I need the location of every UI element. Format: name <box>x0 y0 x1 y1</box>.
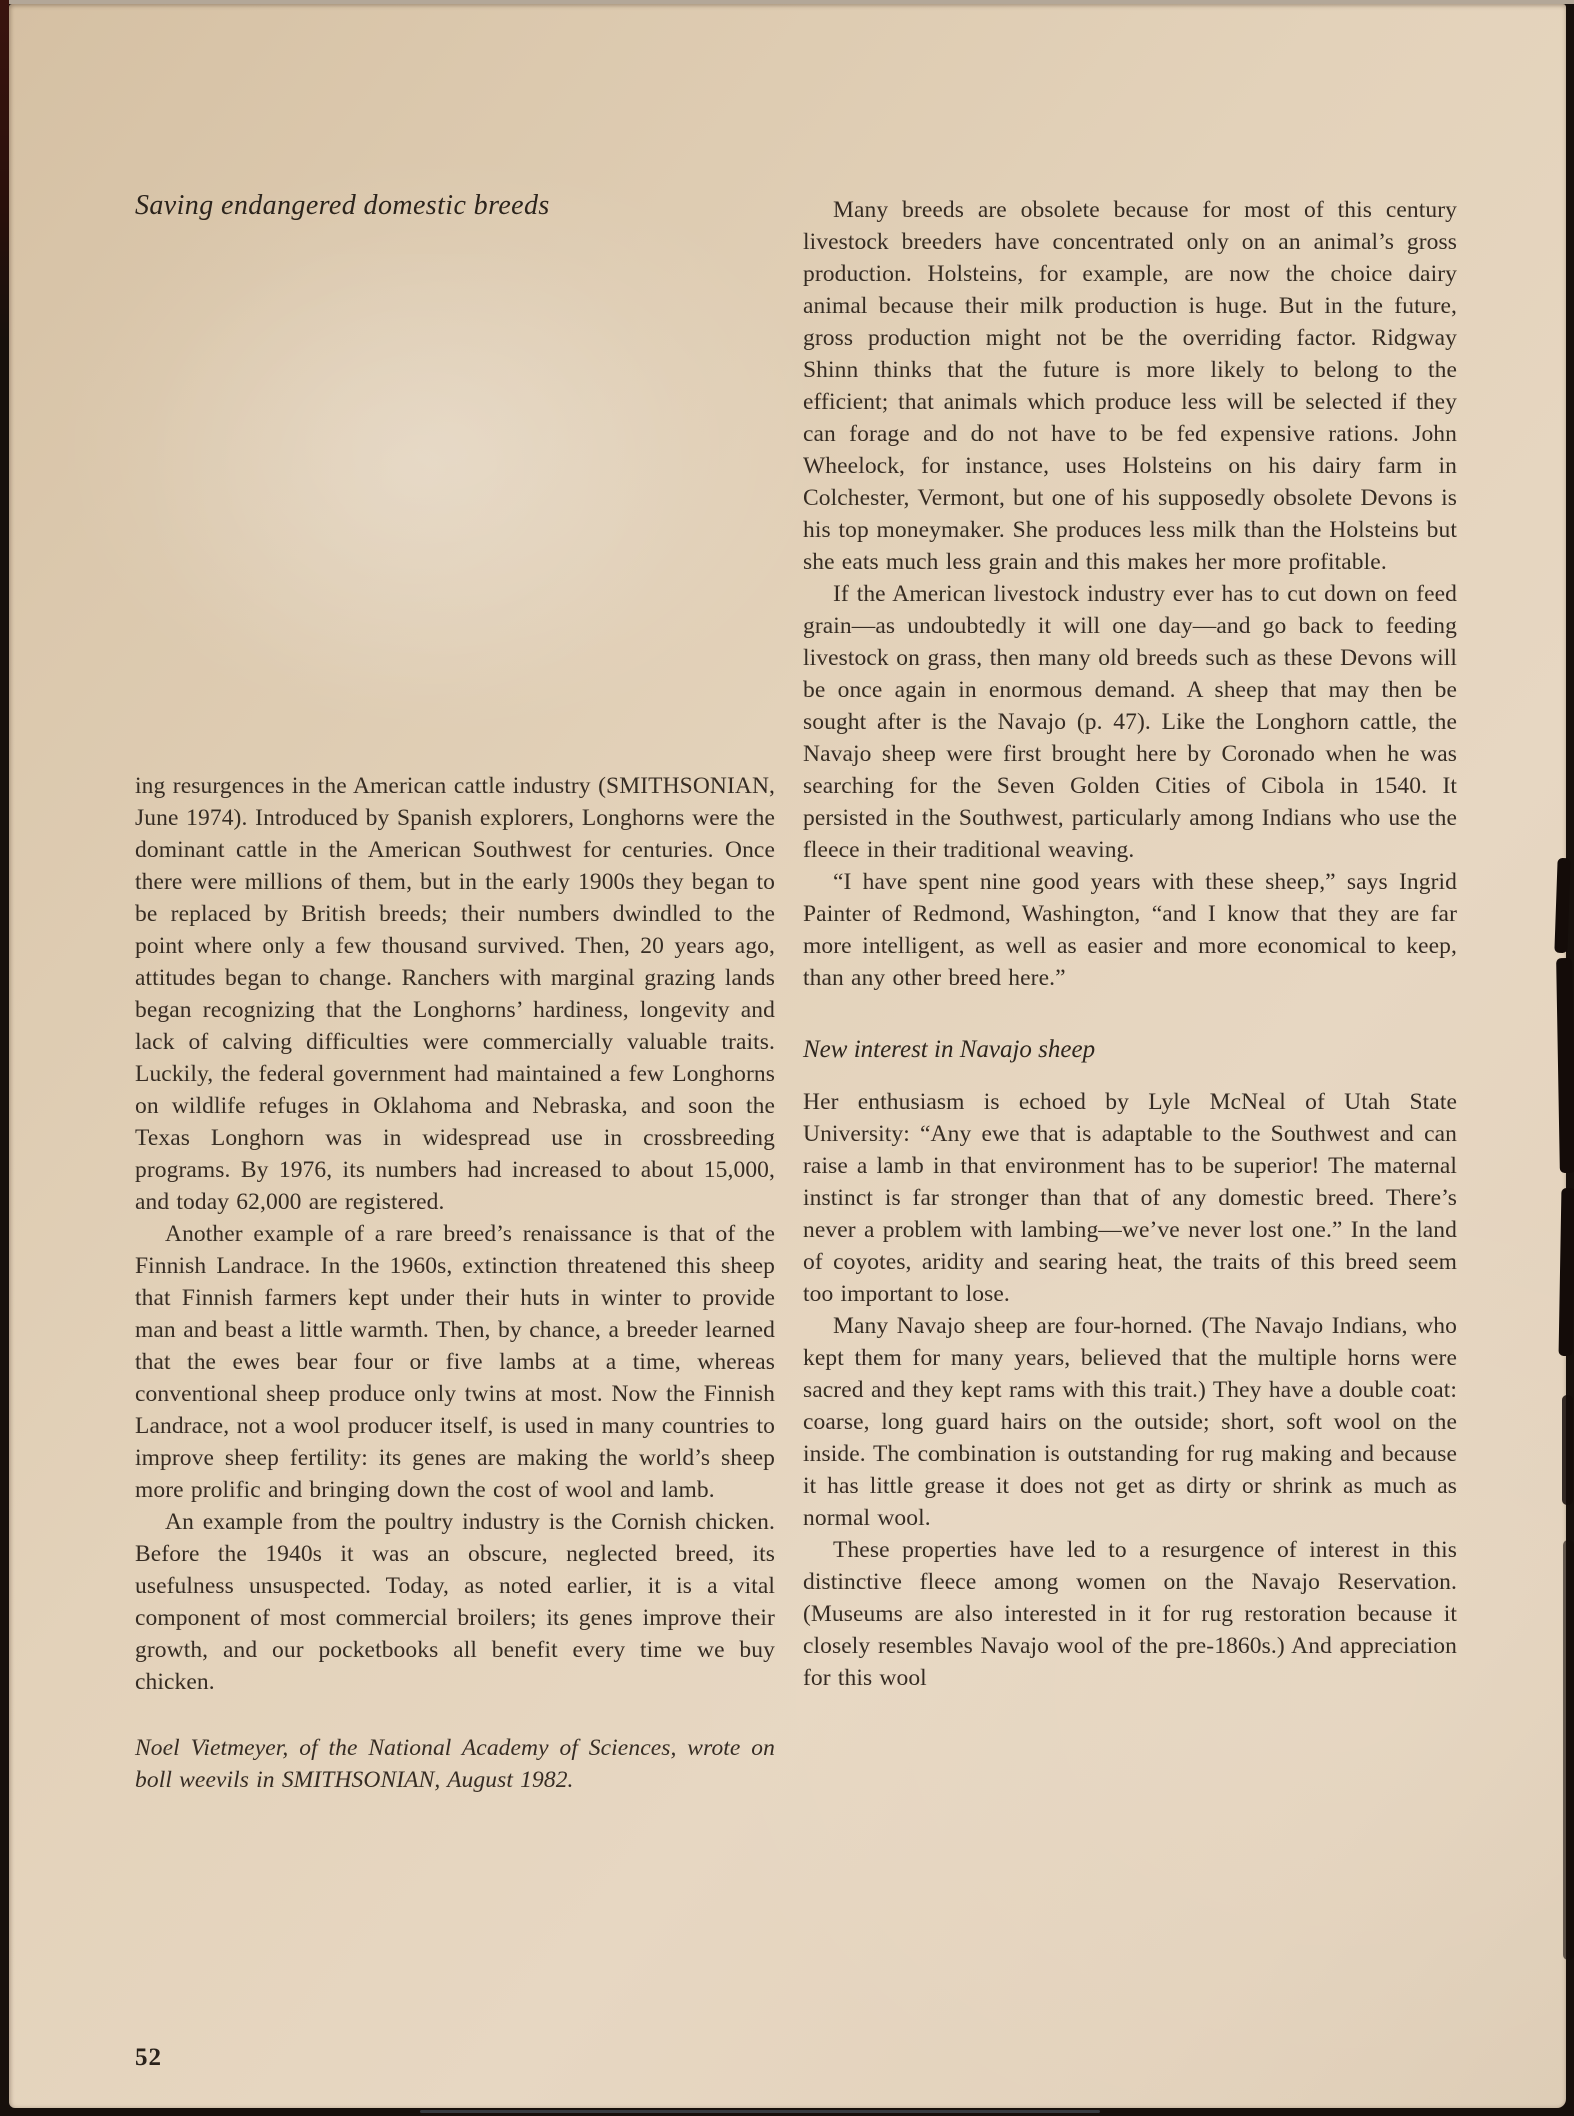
scan-bottom-edge-line <box>420 2110 1100 2113</box>
body-paragraph: An example from the poultry industry is the Cornish chicken. Before the 1940s it was an obscure, neglected breed, its usefulness unsuspected. Today, as noted earlier, it is a vital component of most commercial broilers; its genes improve their growth, and our pocketbooks all benefit every time we buy chicken. <box>135 1509 775 1695</box>
scan-right-edge-mark <box>1559 1188 1574 1356</box>
scan-right-edge-mark <box>1563 1540 1574 1960</box>
scan-right-edge-mark <box>1554 858 1570 953</box>
subsection-heading: New interest in Navajo sheep <box>803 1036 1096 1063</box>
body-paragraph: Many breeds are obsolete because for most of this century livestock breeders have concentrated only on an animal’s gross production. Holsteins, for example, are now the choice dairy animal because their milk production is huge. But in the future, gross production might not be the overriding factor. Ridgway Shinn thinks that the future is more likely to belong to the efficient; that animals which produce less will be selected if they can forage and do not have to be fed expensive rations. John Wheelock, for instance, uses Holsteins on his dairy farm in Colchester, Vermont, but one of his supposedly obsolete Devons is his top moneymaker. She produces less milk than the Holsteins but she eats much less grain and this makes her more profitable. <box>803 197 1457 575</box>
scan-right-edge-mark <box>1562 1395 1573 1505</box>
body-paragraph: Her enthusiasm is echoed by Lyle McNeal of Utah State University: “Any ewe that is adaptable to the Southwest and can raise a lamb in that environment has to be superior! The maternal instinct is far stronger than that of any domestic breed. There’s never a problem with lambing—we’ve never lost one.” In the land of coyotes, aridity and searing heat, the traits of this breed seem too important to lose. <box>803 1089 1457 1307</box>
right-column <box>803 194 1457 1694</box>
scan-right-edge-mark <box>1556 958 1574 1173</box>
page-number: 52 <box>135 2044 162 2071</box>
body-paragraph: These properties have led to a resurgence of interest in this distinctive fleece among women on the Navajo Reservation. (Museums are also interested in it for rug restoration because it closely resembles Navajo wool of the pre-1860s.) And appreciation for this wool <box>803 1537 1457 1691</box>
body-paragraph: ing resurgences in the American cattle industry (SMITHSONIAN, June 1974). Introduced by Spanish explorers, Longhorns were the dominant cattle in the American Southwest for centuries. Once there were millions of them, but in the early 1900s they began to be replaced by British breeds; their numbers dwindled to the point where only a few thousand survived. Then, 20 years ago, attitudes began to change. Ranchers with marginal grazing lands began recognizing that the Longhorns’ hardiness, longevity and lack of calving difficulties were commercially valuable traits. Luckily, the federal government had maintained a few Longhorns on wildlife refuges in Oklahoma and Nebraska, and soon the Texas Longhorn was in widespread use in crossbreeding programs. By 1976, its numbers had increased to about 15,000, and today 62,000 are registered. <box>135 773 775 1215</box>
scan-glare <box>109 254 729 734</box>
section-heading: Saving endangered domestic breeds <box>135 190 550 221</box>
scan-left-edge <box>0 0 9 340</box>
author-credit: Noel Vietmeyer, of the National Academy of Sciences, wrote on boll weevils in SMITHSONIAN, August 1982. <box>135 1735 775 1793</box>
body-paragraph: Another example of a rare breed’s renaissance is that of the Finnish Landrace. In the 1960s, extinction threatened this sheep that Finnish farmers kept under their huts in winter to provide man and beast a little warmth. Then, by chance, a breeder learned that the ewes bear four or five lambs at a time, whereas conventional sheep produce only twins at most. Now the Finnish Landrace, not a wool producer itself, is used in many countries to improve sheep fertility: its genes are making the world’s sheep more prolific and bringing down the cost of wool and lamb. <box>135 1221 775 1503</box>
magazine-page <box>9 4 1566 2108</box>
body-paragraph: Many Navajo sheep are four-horned. (The Navajo Indians, who kept them for many years, believed that the multiple horns were sacred and they kept rams with this trait.) They have a double coat: coarse, long guard hairs on the outside; short, soft wool on the inside. The combination is outstanding for rug making and because it has little grease it does not get as dirty or shrink as much as normal wool. <box>803 1313 1457 1531</box>
body-paragraph: If the American livestock industry ever has to cut down on feed grain—as undoubtedly it will one day—and go back to feeding livestock on grass, then many old breeds such as these Devons will be once again in enormous demand. A sheep that may then be sought after is the Navajo (p. 47). Like the Longhorn cattle, the Navajo sheep were first brought here by Coronado when he was searching for the Seven Golden Cities of Cibola in 1540. It persisted in the Southwest, particularly among Indians who use the fleece in their traditional weaving. <box>803 581 1457 863</box>
left-column <box>135 770 775 1796</box>
body-paragraph: “I have spent nine good years with these sheep,” says Ingrid Painter of Redmond, Washington, “and I know that they are far more intelligent, as well as easier and more economical to keep, than any other breed here.” <box>803 869 1457 991</box>
